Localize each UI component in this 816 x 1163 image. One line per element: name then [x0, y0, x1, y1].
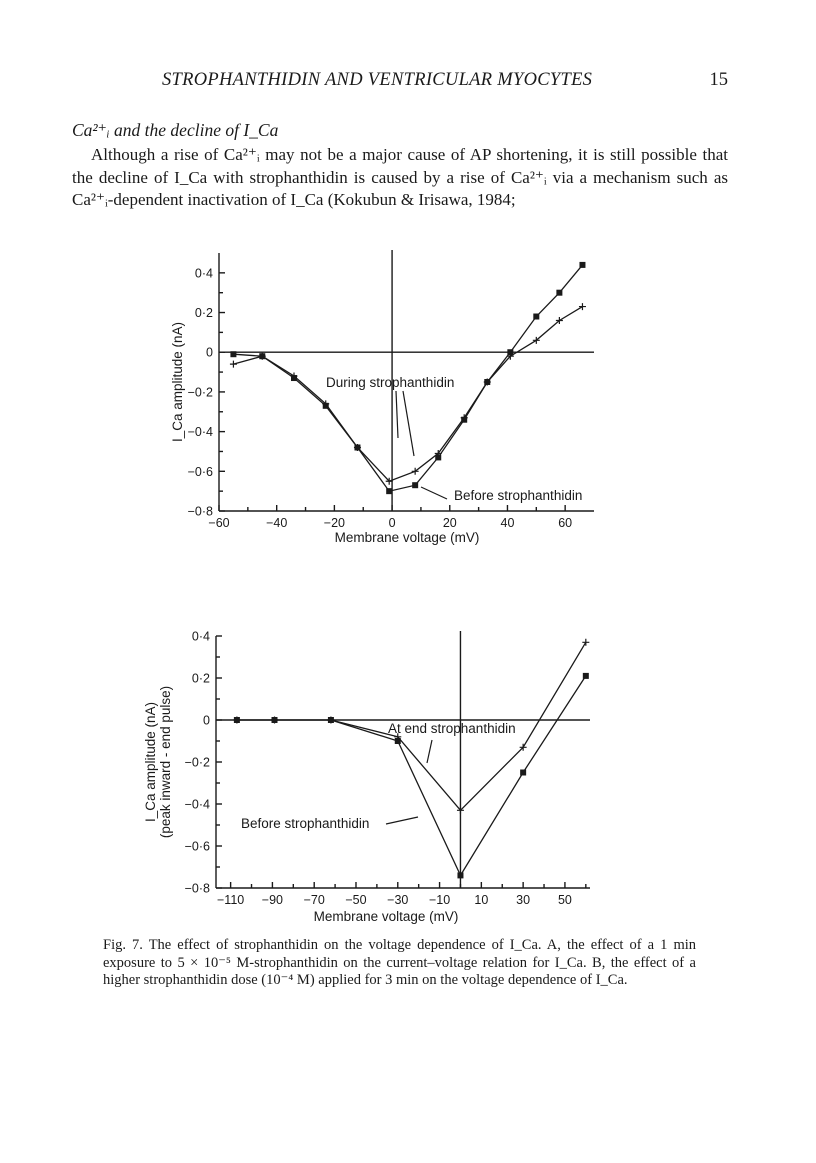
data-point-square	[461, 417, 467, 423]
series-line-1	[233, 307, 582, 482]
data-point-square	[323, 403, 329, 409]
y-tick-label: −0·8	[187, 504, 213, 519]
annotation-before: Before strophanthidin	[454, 488, 583, 503]
y-tick-label: 0·2	[191, 671, 210, 686]
x-tick-label: 0	[388, 516, 396, 530]
page-number: 15	[709, 70, 728, 90]
data-point-square	[328, 717, 334, 723]
x-axis-title: Membrane voltage (mV)	[334, 530, 480, 545]
x-tick-label: −70	[303, 893, 325, 907]
data-point-square	[272, 717, 278, 723]
y-tick-label: −0·6	[187, 464, 213, 479]
data-point-square	[579, 262, 585, 268]
figure-panel-b	[0, 625, 816, 930]
annotation-pointer	[386, 817, 418, 824]
data-point-square	[520, 770, 526, 776]
data-point-cross	[579, 303, 586, 310]
y-tick-label: 0·4	[191, 629, 210, 644]
data-point-square	[533, 314, 539, 320]
annotation-pointer	[421, 487, 447, 499]
y-tick-label: 0·2	[194, 306, 213, 321]
x-tick-label: −20	[323, 516, 345, 530]
y-tick-label: −0·2	[184, 755, 210, 770]
annotation-pointer	[396, 391, 398, 438]
data-point-square	[412, 482, 418, 488]
x-tick-label: −90	[261, 893, 284, 907]
series-line-2	[237, 676, 586, 876]
x-tick-label: 50	[557, 893, 572, 907]
data-point-square	[583, 673, 589, 679]
data-point-square	[291, 375, 297, 381]
y-tick-label: −0·4	[187, 425, 213, 440]
x-tick-label: −110	[217, 893, 245, 907]
data-point-square	[457, 872, 463, 878]
data-point-cross	[582, 639, 589, 646]
y-tick-label: 0	[203, 713, 210, 728]
y-axis-title: I_Ca amplitude (nA)(peak inward - end pulse)	[143, 685, 173, 839]
figure-panel-a	[0, 245, 816, 555]
x-tick-label: 10	[474, 893, 489, 907]
annotation-pointer	[427, 740, 432, 763]
data-point-square	[507, 349, 513, 355]
data-point-square	[230, 351, 236, 357]
y-tick-label: −0·2	[187, 385, 213, 400]
data-point-square	[556, 290, 562, 296]
y-tick-label: −0·4	[184, 797, 210, 812]
y-tick-label: −0·6	[184, 839, 210, 854]
data-point-square	[386, 488, 392, 494]
y-tick-label: −0·8	[184, 881, 210, 896]
section-heading: Ca²⁺ᵢ and the decline of I_Ca	[72, 120, 279, 140]
x-tick-label: 30	[516, 893, 531, 907]
x-axis-title: Membrane voltage (mV)	[313, 909, 459, 924]
data-point-square	[395, 738, 401, 744]
x-tick-label: 60	[558, 516, 573, 530]
y-axis-title: I_Ca amplitude (nA)	[170, 321, 185, 443]
annotation-at-end: At end strophanthidin	[388, 721, 516, 736]
running-header	[72, 70, 728, 98]
figure-caption: Fig. 7. The effect of strophanthidin on the voltage dependence of I_Ca. A, the effect of a 1 min exposure to 5 × 10⁻⁵ M-strophanthidin on the current–voltage relation for I_Ca. B, the effect of a higher strophanthidin dose (10⁻⁴ M) applied for 3 min on the voltage dependence of I_Ca.	[103, 937, 696, 988]
data-point-square	[259, 353, 265, 359]
x-tick-label: 20	[442, 516, 457, 530]
y-tick-label: 0·4	[194, 266, 213, 281]
annotation-before: Before strophanthidin	[241, 816, 370, 831]
data-point-square	[435, 454, 441, 460]
x-tick-label: 40	[500, 516, 515, 530]
x-tick-label: −60	[208, 516, 230, 530]
x-tick-label: −10	[428, 893, 451, 907]
x-tick-label: −40	[266, 516, 288, 530]
y-tick-label: 0	[206, 345, 213, 360]
x-tick-label: −30	[387, 893, 409, 907]
data-point-square	[484, 379, 490, 385]
annotation-during: During strophanthidin	[326, 375, 455, 390]
data-point-cross	[230, 361, 237, 368]
data-point-square	[354, 444, 360, 450]
body-text	[72, 144, 728, 212]
data-point-square	[234, 717, 240, 723]
body-paragraph: Although a rise of Ca²⁺ᵢ may not be a major cause of AP shortening, it is still possible that the decline of I_Ca with strophanthidin is caused by a rise of Ca²⁺ᵢ via a mechanism such as Ca²⁺ᵢ-dependent inactivation of I_Ca (Kokubun & Irisawa, 1984;	[72, 145, 728, 209]
x-tick-label: −50	[345, 893, 367, 907]
running-title: STROPHANTHIDIN AND VENTRICULAR MYOCYTES	[162, 70, 593, 90]
annotation-pointer	[403, 391, 414, 456]
